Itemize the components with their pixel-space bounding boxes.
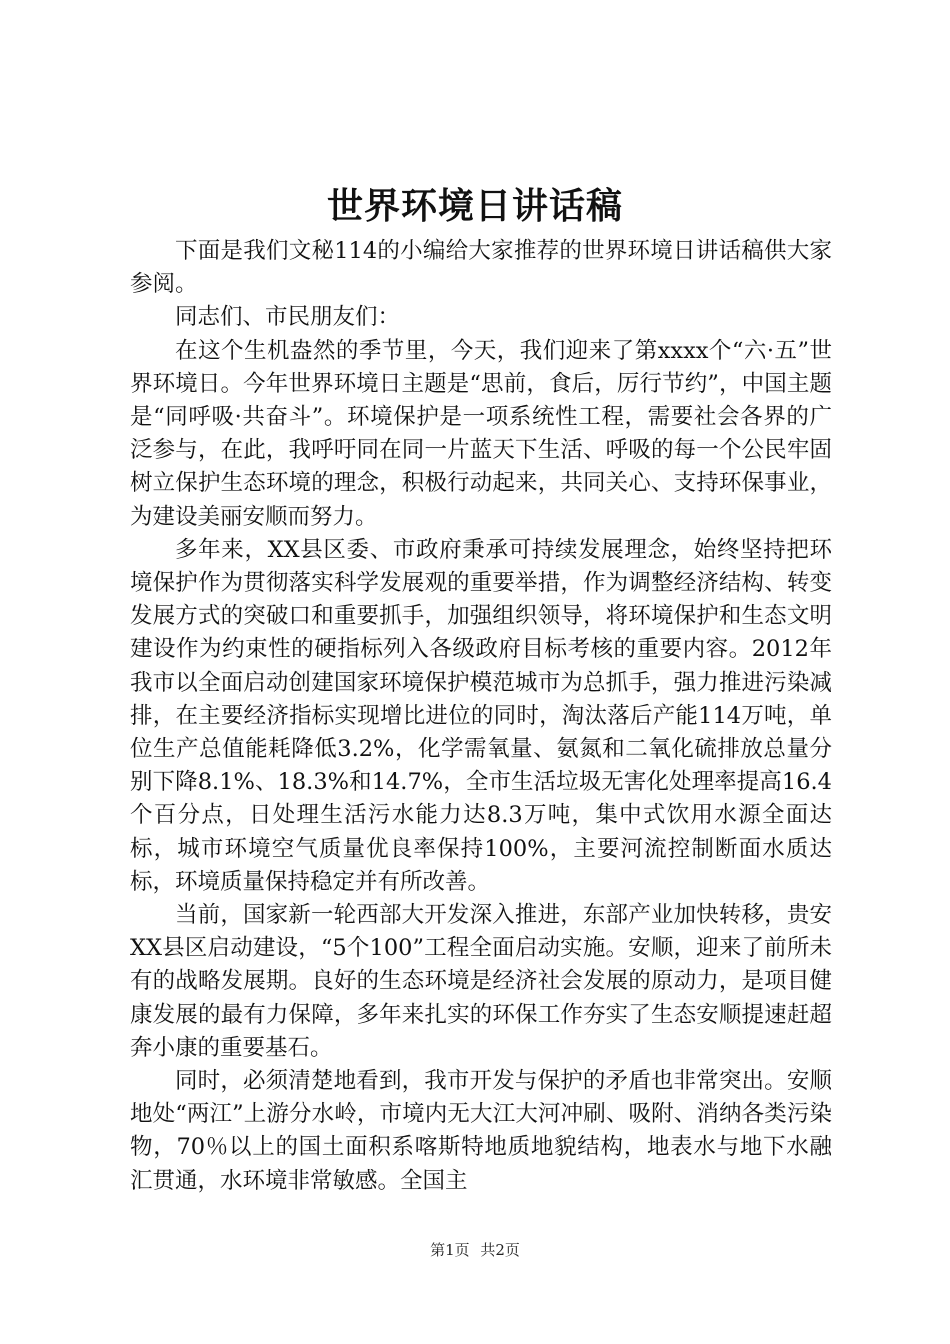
paragraph-intro: 下面是我们文秘114的小编给大家推荐的世界环境日讲话稿供大家参阅。 [130,238,832,298]
document-title: 世界环境日讲话稿 [326,185,623,227]
page-total: 共2页 [480,1241,520,1259]
document-body [130,235,832,1198]
page-number: 第1页 [430,1241,470,1259]
paragraph-salutation: 同志们、市民朋友们： [175,304,401,331]
paragraph-challenges: 同时，必须清楚地看到，我市开发与保护的矛盾也非常突出。安顺地处“两江”上游分水岭，市境内无大江大河冲刷、吸附、消纳各类污染物，70％以上的国土面积系喀斯特地质地貌结构，地表水与地下水融汇贯通，水环境非常敏感。全国主 [130,1068,832,1194]
page-footer [0,1240,950,1260]
paragraph-opportunity: 当前，国家新一轮西部大开发深入推进，东部产业加快转移，贵安XX县区启动建设，“5个100”工程全面启动实施。安顺，迎来了前所未有的战略发展期。良好的生态环境是经济社会发展的原动力，是项目健康发展的最有力保障，多年来扎实的环保工作夯实了生态安顺提速赶超奔小康的重要基石。 [130,902,832,1061]
paragraph-environment-day: 在这个生机盎然的季节里，今天，我们迎来了第xxxx个“六·五”世界环境日。今年世界环境日主题是“思前，食后，厉行节约”，中国主题是“同呼吸·共奋斗”。环境保护是一项系统性工程，需要社会各界的广泛参与，在此，我呼吁同在同一片蓝天下生活、呼吸的每一个公民牢固树立保护生态环境的理念，积极行动起来，共同关心、支持环保事业，为建设美丽安顺而努力。 [130,337,832,530]
paragraph-achievements: 多年来，XX县区委、市政府秉承可持续发展理念，始终坚持把环境保护作为贯彻落实科学发展观的重要举措，作为调整经济结构、转变发展方式的突破口和重要抓手，加强组织领导，将环境保护和生态文明建设作为约束性的硬指标列入各级政府目标考核的重要内容。2012年我市以全面启动创建国家环境保护模范城市为总抓手，强力推进污染减排，在主要经济指标实现增比进位的同时，淘汰落后产能114万吨，单位生产总值能耗降低3.2%，化学需氧量、氨氮和二氧化硫排放总量分别下降8.1%、18.3%和14.7%，全市生活垃圾无害化处理率提高16.4个百分点，日处理生活污水能力达8.3万吨，集中式饮用水源全面达标，城市环境空气质量优良率保持100%，主要河流控制断面水质达标，环境质量保持稳定并有所改善。 [130,536,832,895]
